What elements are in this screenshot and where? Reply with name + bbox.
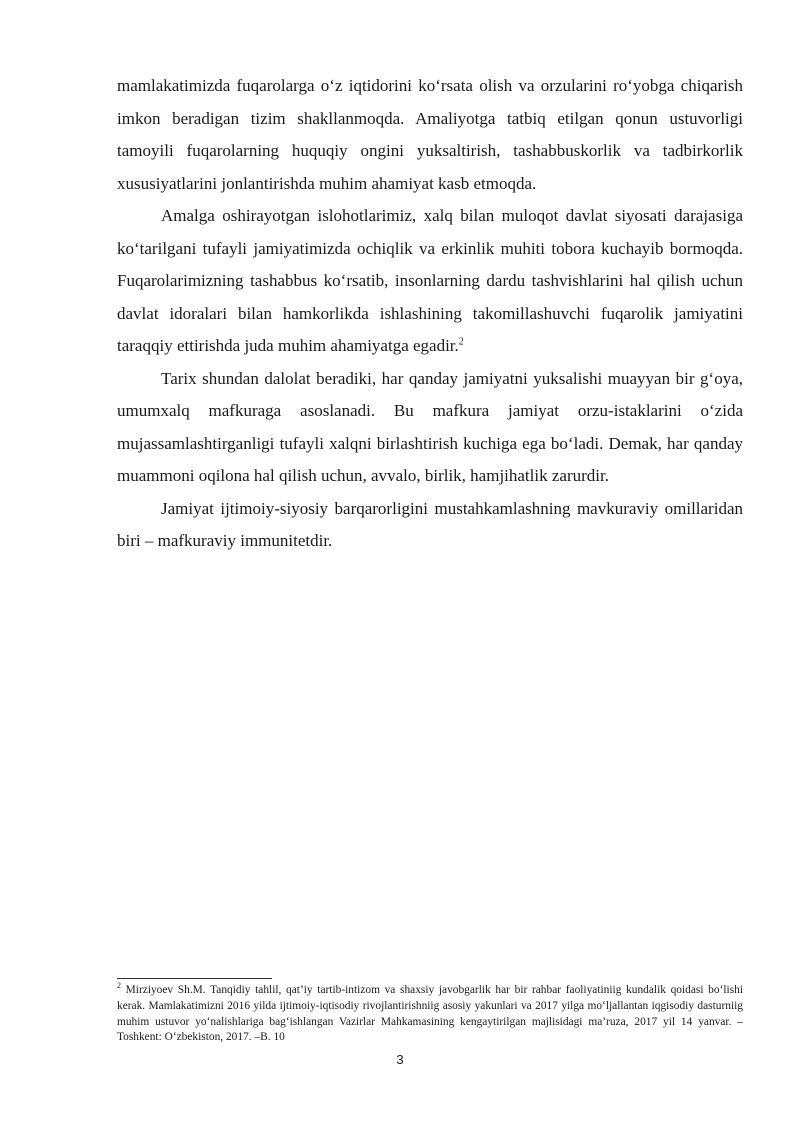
paragraph-history bbox=[117, 363, 743, 493]
paragraph-reforms bbox=[117, 200, 743, 363]
footnote-reference[interactable]: 2 bbox=[458, 336, 464, 348]
footnote bbox=[117, 983, 743, 1046]
paragraph-text: mamlakatimizda fuqarolarga o‘z iqtidorini ko‘rsata olish va orzularini ro‘yobga chiqarish imkon beradigan tizim shakllanmoqda. Amaliyotga tatbiq etilgan qonun ustuvorligi tamoyili fuqarolarning huquqiy ongini yuksaltirish, tashabbuskorlik va tadbirkorlik xususiyatlarini jonlantirishda muhim ahamiyat kasb etmoqda. bbox=[117, 76, 743, 193]
footnote-separator bbox=[117, 978, 272, 979]
paragraph-text: Tarix shundan dalolat beradiki, har qanday jamiyatni yuksalishi muayyan bir g‘oya, umumxalq mafkuraga asoslanadi. Bu mafkura jamiyat orzu-istaklarini o‘zida mujassamlashtirganligi tufayli xalqni birlashtirish kuchiga ega bo‘ladi. Demak, har qanday muammoni oqilona hal qilish uchun, avvalo, birlik, hamjihatlik zarurdir. bbox=[117, 368, 743, 485]
footnote-text: Mirziyoev Sh.M. Tanqidiy tahlil, qat’iy tartib-intizom va shaxsiy javobgarlik har bir rahbar faoliyatiniig kundalik qoidasi bo‘lishi kerak. Mamlakatimizni 2016 yilda ijtimoiy-iqtisodiy rivojlantirishniig asosiy yakunlari va 2017 yilga mo‘ljallantan iqgisodiy dasturniig muhim ustuvor yo‘nalishlariga bag‘ishlangan Vazirlar Mahkamasining kengaytirilgan majlisidagi ma’ruza, 2017 yil 14 yanvar. – Toshkent: O‘zbekiston, 2017. –B. 10 bbox=[117, 984, 743, 1044]
paragraph-continuation bbox=[117, 70, 743, 200]
page-body bbox=[117, 70, 743, 558]
page-number: 3 bbox=[396, 1052, 404, 1067]
paragraph-ideology bbox=[117, 493, 743, 558]
paragraph-text: Jamiyat ijtimoiy-siyosiy barqarorligini mustahkamlashning mavkuraviy omillaridan biri – mafkuraviy immunitetdir. bbox=[117, 498, 743, 550]
paragraph-text: Amalga oshirayotgan islohotlarimiz, xalq bilan muloqot davlat siyosati darajasiga ko‘tarilgani tufayli jamiyatimizda ochiqlik va erkinlik muhiti tobora kuchayib bormoqda. Fuqarolarimizning tashabbus ko‘rsatib, insonlarning dardu tashvishlarini hal qilish uchun davlat idoralari bilan hamkorlikda ishlashining takomillashuvchi fuqarolik jamiyatini taraqqiy ettirishda juda muhim ahamiyatga egadir. bbox=[117, 206, 743, 355]
footnote-number: 2 bbox=[117, 981, 121, 991]
